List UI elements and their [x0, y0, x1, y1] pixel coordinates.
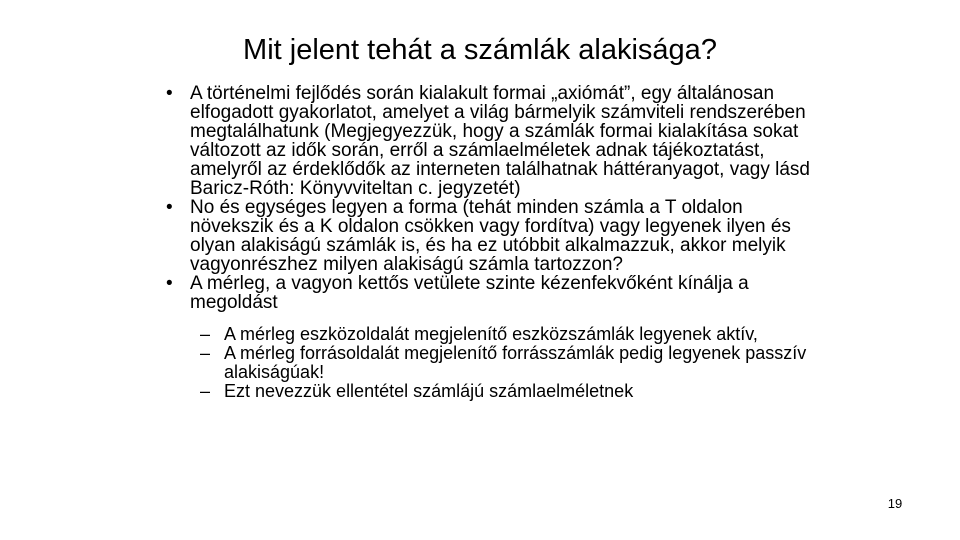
bullet-text: A történelmi fejlődés során kialakult formai „axiómát”, egy általánosan elfogadott gyakorlatot, amelyet a világ bármelyik számviteli rendszerében megtalálhatunk (Megjegyezzük, hogy a számlák formai kialakítása sokat változott az idők során, erről a számlaelméletek adnak tájékoztatást, amelyről az érdeklődők az interneten találhatnak háttéranyagot, vagy lásd Baricz-Róth: Könyvviteltan c. jegyzetét): [190, 83, 810, 199]
sub-bullet-item-1: [200, 325, 820, 344]
dash-marker: –: [200, 343, 211, 363]
sub-bullet-text: A mérleg forrásoldalát megjelenítő forrásszámlák pedig legyenek passzív alakiságúak!: [224, 343, 807, 382]
bullet-item-2: [160, 198, 820, 274]
bullet-marker: •: [166, 197, 173, 218]
bullet-marker: •: [166, 273, 173, 294]
bullet-text: A mérleg, a vagyon kettős vetülete szinte kézenfekvőként kínálja a megoldást: [190, 273, 749, 313]
slide-title: Mit jelent tehát a számlák alakisága?: [243, 34, 717, 66]
sub-bullet-text: Ezt nevezzük ellentétel számlájú számlaelméletnek: [224, 381, 634, 401]
bullet-marker: •: [166, 83, 173, 104]
sub-bullet-list: [200, 325, 820, 401]
sub-bullet-item-2: [200, 344, 820, 382]
bullet-text: No és egységes legyen a forma (tehát minden számla a T oldalon növekszik és a K oldalon csökken vagy fordítva) vagy legyenek ilyen és olyan alakiságú számlák is, és ha ez utóbbit alkalmazzuk, akkor melyik vagyonrészhez milyen alakiságú számla tartozzon?: [190, 197, 791, 275]
dash-marker: –: [200, 324, 211, 344]
slide-content: [160, 84, 820, 401]
page-number: 19: [887, 496, 903, 511]
sub-bullet-text: A mérleg eszközoldalát megjelenítő eszközszámlák legyenek aktív,: [224, 324, 758, 344]
sub-bullet-item-3: [200, 382, 820, 401]
bullet-item-1: [160, 84, 820, 198]
dash-marker: –: [200, 381, 211, 401]
bullet-item-3: [160, 274, 820, 312]
